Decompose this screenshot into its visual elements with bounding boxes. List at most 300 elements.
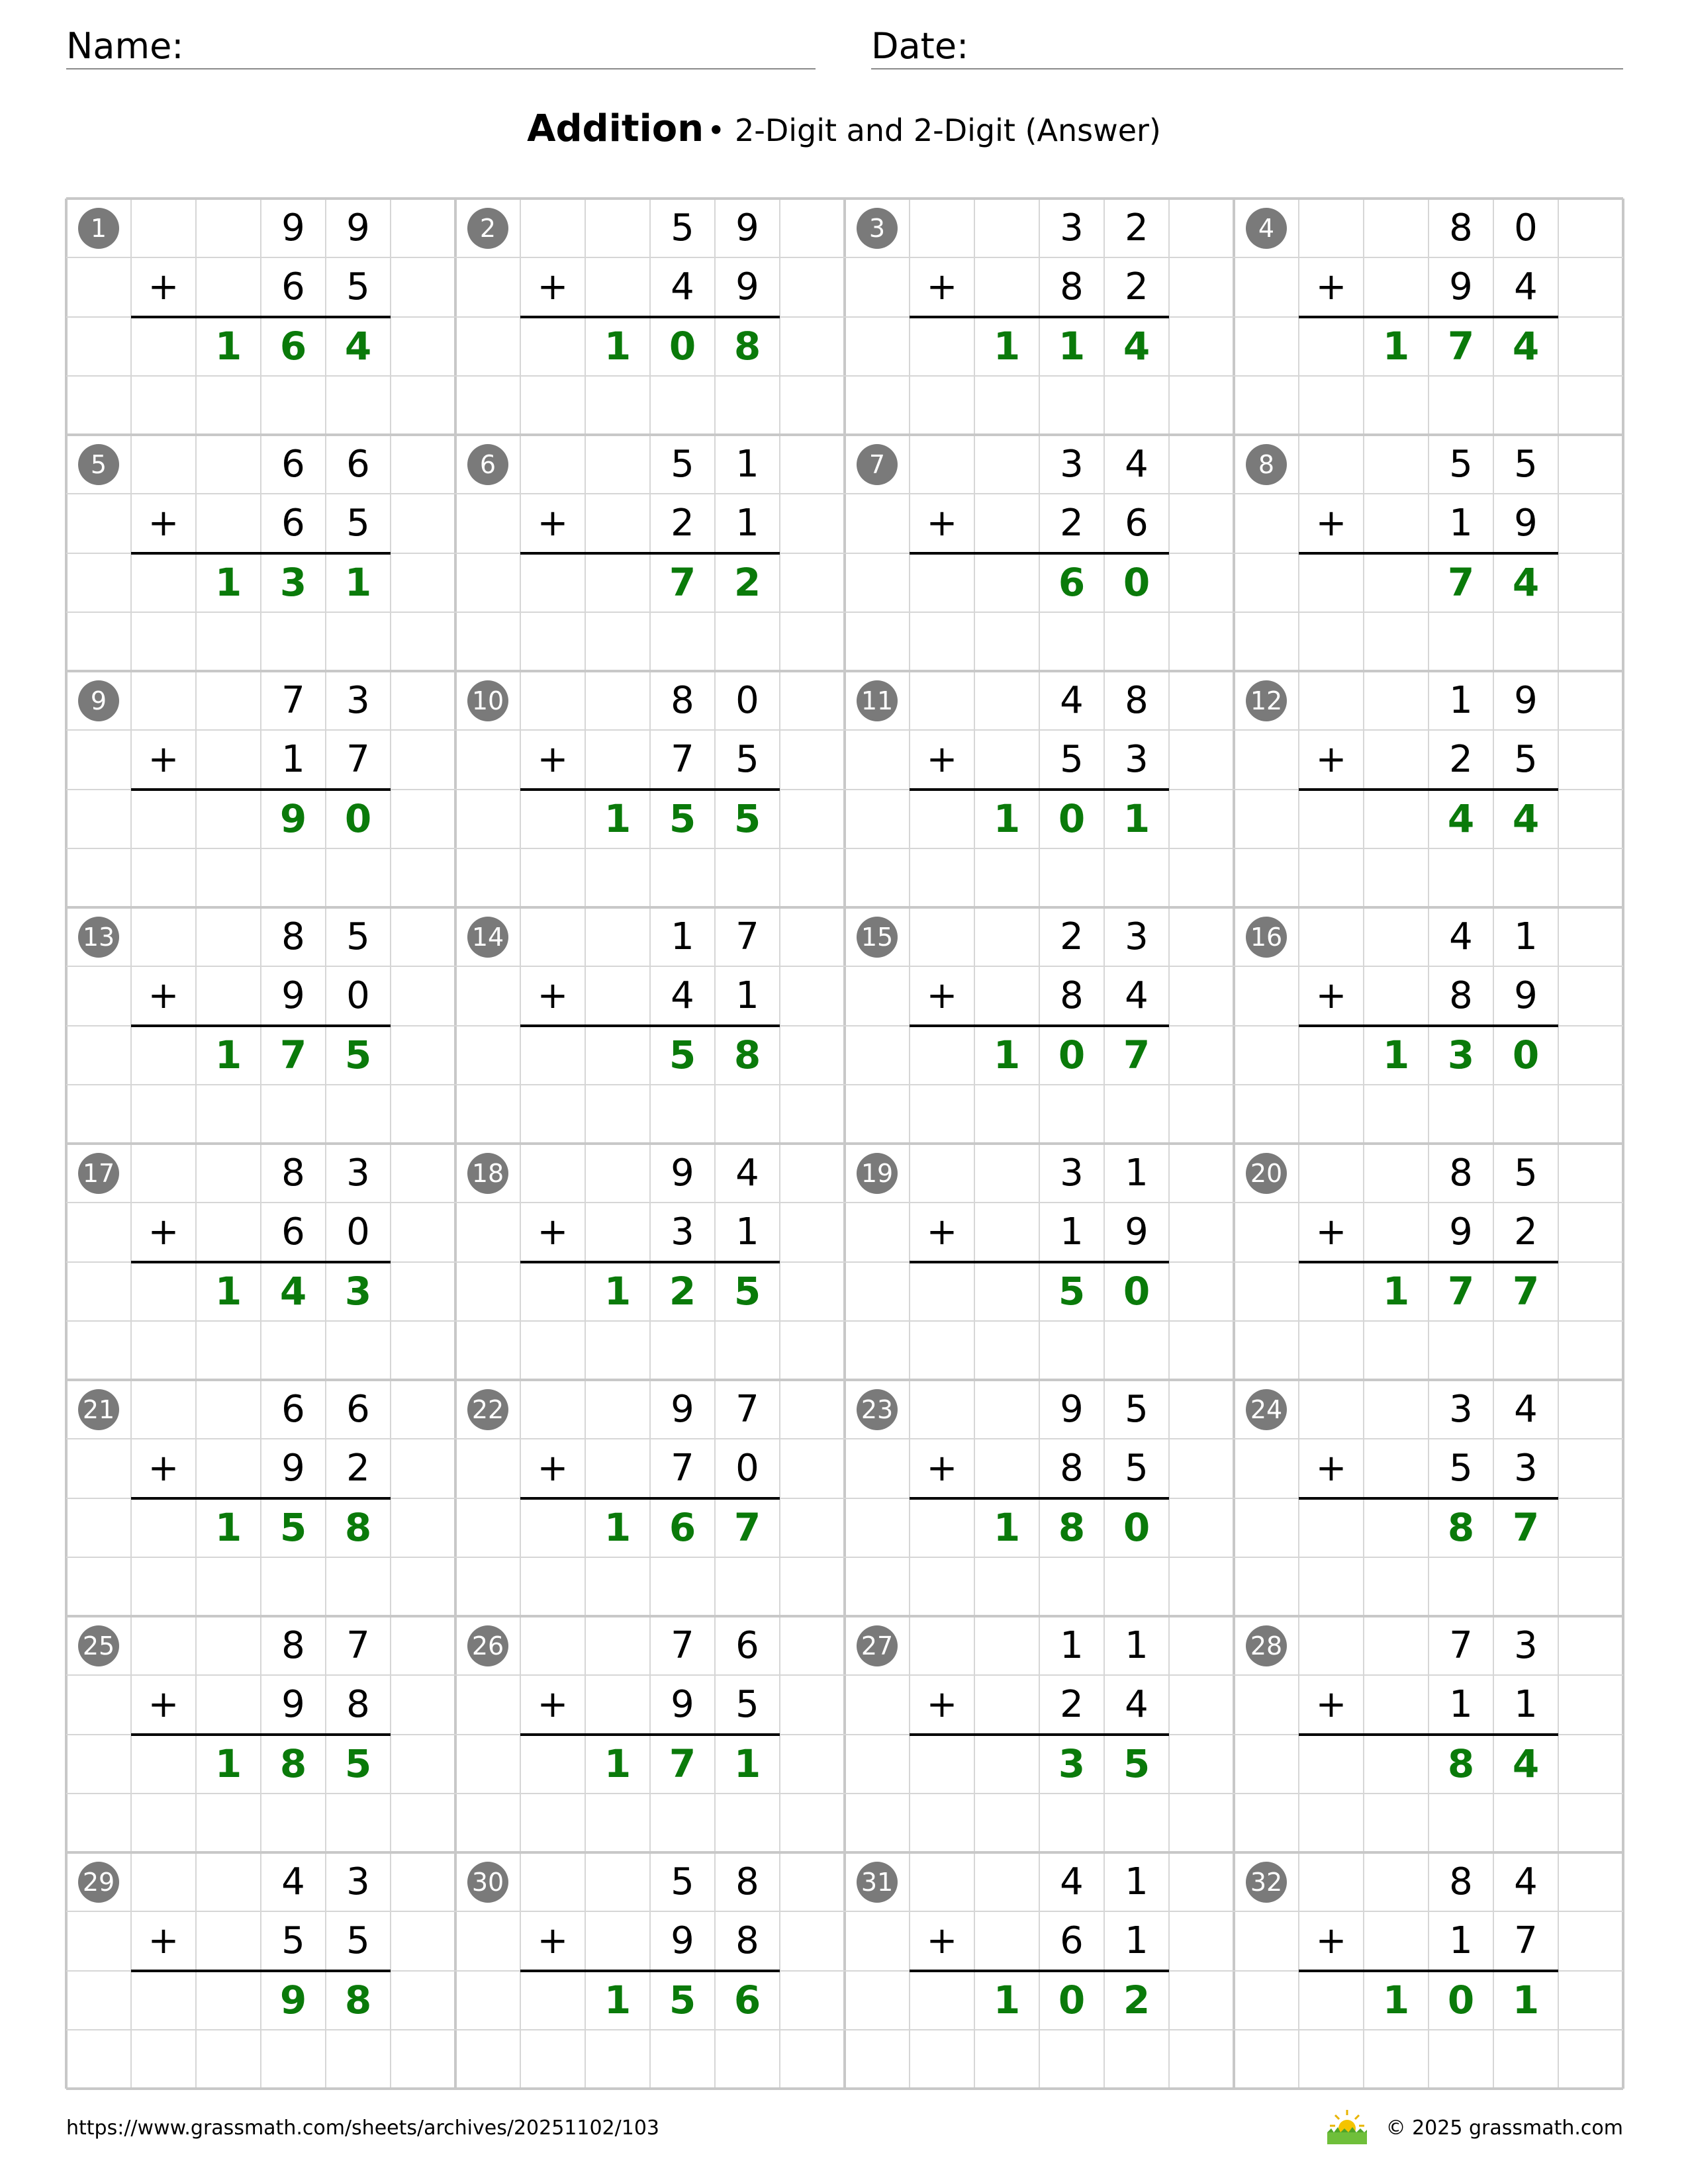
addend-top-digit: 8 [1449, 206, 1473, 250]
addend-bottom-digit: 9 [281, 1683, 305, 1727]
addend-top-digit: 7 [735, 915, 759, 958]
problem-number-badge: 16 [1246, 917, 1287, 958]
addend-bottom-digit: 6 [281, 265, 305, 309]
problem-number-badge: 3 [857, 208, 898, 249]
addend-bottom-digit: 3 [1125, 738, 1149, 782]
addend-top-digit: 8 [281, 915, 305, 958]
addend-top-digit: 5 [346, 915, 370, 958]
addend-bottom-digit: 1 [1125, 1919, 1149, 1963]
problem-block [1234, 199, 1623, 435]
addend-top-digit: 7 [281, 679, 305, 722]
addend-top-digit: 8 [735, 1860, 759, 1903]
problem-block [1234, 1852, 1623, 2089]
addend-bottom-digit: 7 [671, 1447, 694, 1490]
addend-bottom-digit: 4 [1125, 1683, 1149, 1727]
answer-digit: 3 [1058, 1741, 1086, 1786]
problem-number-badge: 20 [1246, 1153, 1287, 1194]
addend-bottom-digit: 8 [1060, 265, 1084, 309]
addend-bottom-digit: 9 [281, 974, 305, 1018]
addend-top-digit: 1 [1449, 679, 1473, 722]
addend-top-digit: 3 [1514, 1624, 1538, 1667]
answer-digit: 7 [669, 1741, 696, 1786]
plus-sign: + [148, 974, 179, 1018]
answer-digit: 8 [1447, 1504, 1475, 1550]
answer-digit: 5 [279, 1504, 307, 1550]
addend-bottom-digit: 5 [735, 738, 759, 782]
problem-block [66, 199, 455, 435]
addend-bottom-digit: 2 [346, 1447, 370, 1490]
answer-digit: 5 [1123, 1741, 1150, 1786]
problem-number-badge: 15 [857, 917, 898, 958]
problem-block [66, 1380, 455, 1616]
problem-block [1234, 1616, 1623, 1852]
answer-digit: 4 [1512, 1741, 1540, 1786]
answer-digit: 5 [733, 796, 761, 841]
addend-bottom-digit: 2 [1514, 1210, 1538, 1254]
addend-top-digit: 1 [671, 915, 694, 958]
addend-top-digit: 1 [1060, 1624, 1084, 1667]
answer-digit: 1 [214, 559, 242, 605]
addend-top-digit: 5 [1125, 1388, 1149, 1431]
answer-digit: 1 [214, 323, 242, 369]
date-label: Date: [871, 25, 969, 67]
addend-top-digit: 5 [671, 443, 694, 486]
answer-digit: 1 [604, 1741, 632, 1786]
addend-top-digit: 8 [671, 679, 694, 722]
problem-number-badge: 14 [467, 917, 508, 958]
problem-block [845, 1852, 1234, 2089]
answer-digit: 0 [1123, 559, 1150, 605]
worksheet-title [0, 106, 1688, 161]
problem-number-badge: 26 [467, 1625, 508, 1666]
answer-digit: 7 [1123, 1032, 1150, 1077]
addend-top-digit: 8 [281, 1152, 305, 1195]
addend-top-digit: 6 [346, 443, 370, 486]
addend-bottom-digit: 9 [281, 1447, 305, 1490]
addend-top-digit: 9 [1514, 679, 1538, 722]
addend-bottom-digit: 2 [1060, 502, 1084, 545]
addend-bottom-digit: 8 [346, 1683, 370, 1727]
addend-bottom-digit: 4 [671, 265, 694, 309]
addend-bottom-digit: 6 [1125, 502, 1149, 545]
answer-digit: 2 [669, 1268, 696, 1314]
answer-digit: 1 [1382, 323, 1410, 369]
answer-digit: 0 [1058, 796, 1086, 841]
problem-block [845, 1144, 1234, 1380]
plus-sign: + [537, 1919, 569, 1963]
addend-bottom-digit: 7 [671, 738, 694, 782]
addend-bottom-digit: 5 [281, 1919, 305, 1963]
problem-block [455, 1616, 845, 1852]
addend-bottom-digit: 5 [735, 1683, 759, 1727]
addend-bottom-digit: 5 [346, 502, 370, 545]
plus-sign: + [537, 974, 569, 1018]
problem-number-badge: 4 [1246, 208, 1287, 249]
answer-digit: 3 [279, 559, 307, 605]
answer-digit: 2 [1123, 1977, 1150, 2023]
answer-digit: 1 [1382, 1032, 1410, 1077]
answer-digit: 4 [1512, 559, 1540, 605]
plus-sign: + [537, 265, 569, 309]
problem-number-badge: 6 [467, 444, 508, 485]
addend-top-digit: 0 [1514, 206, 1538, 250]
addend-top-digit: 4 [735, 1152, 759, 1195]
answer-digit: 5 [733, 1268, 761, 1314]
addend-bottom-digit: 2 [1060, 1683, 1084, 1727]
answer-digit: 1 [604, 1977, 632, 2023]
addend-bottom-digit: 5 [346, 1919, 370, 1963]
addend-top-digit: 5 [1514, 443, 1538, 486]
addend-bottom-digit: 0 [346, 1210, 370, 1254]
date-line[interactable] [871, 68, 1623, 69]
problem-number-badge: 11 [857, 680, 898, 721]
addend-top-digit: 8 [1449, 1152, 1473, 1195]
answer-digit: 0 [669, 323, 696, 369]
plus-sign: + [537, 1683, 569, 1727]
problem-block [845, 435, 1234, 671]
plus-sign: + [148, 1919, 179, 1963]
answer-digit: 6 [733, 1977, 761, 2023]
addend-bottom-digit: 1 [1449, 1683, 1473, 1727]
addend-top-digit: 3 [1060, 443, 1084, 486]
addend-bottom-digit: 9 [1449, 265, 1473, 309]
title-subtitle: • 2-Digit and 2-Digit (Answer) [707, 113, 1161, 148]
addend-bottom-digit: 8 [1060, 1447, 1084, 1490]
plus-sign: + [537, 502, 569, 545]
addend-top-digit: 3 [1060, 1152, 1084, 1195]
answer-digit: 7 [1512, 1268, 1540, 1314]
addend-top-digit: 7 [735, 1388, 759, 1431]
plus-sign: + [926, 265, 958, 309]
addend-bottom-digit: 4 [671, 974, 694, 1018]
footer-url: https://www.grassmath.com/sheets/archives/20251102/103 [66, 2116, 660, 2140]
footer-copyright: © 2025 grassmath.com [1385, 2116, 1623, 2140]
addend-top-digit: 3 [1125, 915, 1149, 958]
problem-number-badge: 9 [78, 680, 119, 721]
problem-number-badge: 23 [857, 1389, 898, 1430]
plus-sign: + [1315, 502, 1347, 545]
answer-digit: 4 [1512, 323, 1540, 369]
answer-digit: 5 [344, 1741, 372, 1786]
problem-number-badge: 28 [1246, 1625, 1287, 1666]
answer-digit: 8 [733, 323, 761, 369]
addend-top-digit: 9 [1060, 1388, 1084, 1431]
answer-digit: 1 [604, 1504, 632, 1550]
plus-sign: + [1315, 1683, 1347, 1727]
plus-sign: + [926, 1919, 958, 1963]
addend-top-digit: 0 [735, 679, 759, 722]
answer-digit: 7 [279, 1032, 307, 1077]
problem-block [455, 907, 845, 1144]
addend-bottom-digit: 9 [735, 265, 759, 309]
addend-top-digit: 2 [1125, 206, 1149, 250]
plus-sign: + [1315, 265, 1347, 309]
problem-block [455, 1852, 845, 2089]
addend-top-digit: 9 [735, 206, 759, 250]
answer-digit: 8 [344, 1977, 372, 2023]
problem-block [66, 907, 455, 1144]
problem-block [1234, 1144, 1623, 1380]
answer-digit: 3 [1447, 1032, 1475, 1077]
addend-top-digit: 4 [1514, 1388, 1538, 1431]
answer-digit: 3 [344, 1268, 372, 1314]
answer-digit: 1 [733, 1741, 761, 1786]
answer-digit: 4 [1512, 796, 1540, 841]
addend-top-digit: 4 [1125, 443, 1149, 486]
problem-block [845, 1380, 1234, 1616]
problem-number-badge: 31 [857, 1862, 898, 1903]
problem-number-badge: 21 [78, 1389, 119, 1430]
addend-top-digit: 1 [1125, 1624, 1149, 1667]
answer-digit: 0 [344, 796, 372, 841]
plus-sign: + [148, 502, 179, 545]
answer-digit: 1 [604, 323, 632, 369]
plus-sign: + [148, 265, 179, 309]
addend-bottom-digit: 1 [281, 738, 305, 782]
plus-sign: + [1315, 738, 1347, 782]
problem-block [845, 199, 1234, 435]
addend-bottom-digit: 1 [735, 974, 759, 1018]
addend-bottom-digit: 3 [1514, 1447, 1538, 1490]
answer-digit: 1 [1058, 323, 1086, 369]
addend-bottom-digit: 4 [1125, 974, 1149, 1018]
problem-block [455, 671, 845, 907]
problem-number-badge: 32 [1246, 1862, 1287, 1903]
addend-bottom-digit: 5 [346, 265, 370, 309]
addend-bottom-digit: 7 [1514, 1919, 1538, 1963]
name-label: Name: [66, 25, 184, 67]
problem-block [845, 671, 1234, 907]
addend-top-digit: 9 [671, 1388, 694, 1431]
addend-bottom-digit: 1 [1449, 1919, 1473, 1963]
answer-digit: 5 [669, 1977, 696, 2023]
problem-block [66, 1144, 455, 1380]
name-line[interactable] [66, 68, 816, 69]
addend-top-digit: 1 [1514, 915, 1538, 958]
problem-block [455, 199, 845, 435]
addend-bottom-digit: 6 [281, 502, 305, 545]
plus-sign: + [148, 1210, 179, 1254]
answer-digit: 6 [1058, 559, 1086, 605]
addend-top-digit: 7 [346, 1624, 370, 1667]
addend-bottom-digit: 1 [1449, 502, 1473, 545]
answer-digit: 1 [604, 796, 632, 841]
answer-digit: 1 [214, 1032, 242, 1077]
answer-digit: 4 [279, 1268, 307, 1314]
addend-bottom-digit: 1 [735, 502, 759, 545]
plus-sign: + [537, 1447, 569, 1490]
addend-top-digit: 4 [1060, 1860, 1084, 1903]
problem-number-badge: 18 [467, 1153, 508, 1194]
problem-number-badge: 12 [1246, 680, 1287, 721]
answer-digit: 7 [1447, 323, 1475, 369]
problem-number-badge: 10 [467, 680, 508, 721]
answer-digit: 0 [1123, 1268, 1150, 1314]
problem-block [66, 435, 455, 671]
addend-top-digit: 1 [1125, 1860, 1149, 1903]
answer-digit: 7 [669, 559, 696, 605]
problem-number-badge: 19 [857, 1153, 898, 1194]
problem-number-badge: 8 [1246, 444, 1287, 485]
plus-sign: + [926, 1210, 958, 1254]
addend-bottom-digit: 5 [1514, 738, 1538, 782]
addend-top-digit: 1 [1125, 1152, 1149, 1195]
answer-digit: 5 [669, 796, 696, 841]
problem-number-badge: 2 [467, 208, 508, 249]
answer-digit: 1 [1382, 1977, 1410, 2023]
answer-digit: 0 [1123, 1504, 1150, 1550]
addend-bottom-digit: 9 [671, 1683, 694, 1727]
addend-top-digit: 6 [346, 1388, 370, 1431]
addend-top-digit: 6 [735, 1624, 759, 1667]
addend-bottom-digit: 9 [1514, 502, 1538, 545]
answer-digit: 1 [1512, 1977, 1540, 2023]
answer-digit: 8 [1058, 1504, 1086, 1550]
addend-top-digit: 8 [1449, 1860, 1473, 1903]
plus-sign: + [537, 1210, 569, 1254]
addend-bottom-digit: 5 [1060, 738, 1084, 782]
addend-top-digit: 3 [346, 1860, 370, 1903]
answer-digit: 1 [214, 1741, 242, 1786]
addend-top-digit: 1 [735, 443, 759, 486]
addend-top-digit: 3 [346, 1152, 370, 1195]
addend-bottom-digit: 4 [1514, 265, 1538, 309]
plus-sign: + [148, 738, 179, 782]
addend-bottom-digit: 9 [1514, 974, 1538, 1018]
answer-digit: 1 [214, 1504, 242, 1550]
problem-number-badge: 13 [78, 917, 119, 958]
answer-digit: 2 [733, 559, 761, 605]
addend-top-digit: 3 [1449, 1388, 1473, 1431]
addend-bottom-digit: 8 [735, 1919, 759, 1963]
problem-number-badge: 5 [78, 444, 119, 485]
answer-digit: 7 [1447, 1268, 1475, 1314]
plus-sign: + [926, 502, 958, 545]
problem-block [1234, 435, 1623, 671]
title-main: Addition [527, 107, 704, 150]
problem-number-badge: 1 [78, 208, 119, 249]
answer-digit: 4 [1447, 796, 1475, 841]
answer-digit: 1 [214, 1268, 242, 1314]
addend-top-digit: 4 [1060, 679, 1084, 722]
addend-top-digit: 9 [346, 206, 370, 250]
addend-bottom-digit: 7 [346, 738, 370, 782]
answer-digit: 8 [733, 1032, 761, 1077]
problem-block [1234, 671, 1623, 907]
problem-block [66, 1616, 455, 1852]
addend-top-digit: 8 [1125, 679, 1149, 722]
answer-digit: 1 [993, 1977, 1021, 2023]
problem-number-badge: 25 [78, 1625, 119, 1666]
addend-top-digit: 7 [671, 1624, 694, 1667]
answer-digit: 6 [279, 323, 307, 369]
answer-digit: 7 [733, 1504, 761, 1550]
plus-sign: + [926, 974, 958, 1018]
addend-top-digit: 4 [1449, 915, 1473, 958]
addend-top-digit: 9 [281, 206, 305, 250]
addend-bottom-digit: 3 [671, 1210, 694, 1254]
addend-bottom-digit: 9 [1449, 1210, 1473, 1254]
addend-bottom-digit: 8 [1060, 974, 1084, 1018]
problem-grid [66, 199, 1623, 2089]
answer-digit: 0 [1447, 1977, 1475, 2023]
addend-bottom-digit: 2 [1449, 738, 1473, 782]
addend-bottom-digit: 1 [1060, 1210, 1084, 1254]
problem-block [455, 1380, 845, 1616]
addend-bottom-digit: 2 [671, 502, 694, 545]
plus-sign: + [148, 1683, 179, 1727]
addend-bottom-digit: 9 [1125, 1210, 1149, 1254]
answer-digit: 0 [1512, 1032, 1540, 1077]
addend-top-digit: 3 [346, 679, 370, 722]
addend-top-digit: 9 [671, 1152, 694, 1195]
problem-block [845, 907, 1234, 1144]
plus-sign: + [1315, 1447, 1347, 1490]
addend-top-digit: 2 [1060, 915, 1084, 958]
addend-bottom-digit: 2 [1125, 265, 1149, 309]
addend-top-digit: 7 [1449, 1624, 1473, 1667]
answer-digit: 8 [344, 1504, 372, 1550]
answer-digit: 1 [993, 1504, 1021, 1550]
addend-top-digit: 5 [671, 206, 694, 250]
plus-sign: + [537, 738, 569, 782]
addend-top-digit: 3 [1060, 206, 1084, 250]
answer-digit: 4 [344, 323, 372, 369]
answer-digit: 5 [1058, 1268, 1086, 1314]
plus-sign: + [926, 1683, 958, 1727]
problem-block [455, 435, 845, 671]
plus-sign: + [1315, 1919, 1347, 1963]
answer-digit: 9 [279, 1977, 307, 2023]
problem-number-badge: 17 [78, 1153, 119, 1194]
problem-block [1234, 1380, 1623, 1616]
answer-digit: 1 [1123, 796, 1150, 841]
answer-digit: 1 [604, 1268, 632, 1314]
answer-digit: 1 [993, 323, 1021, 369]
answer-digit: 1 [993, 1032, 1021, 1077]
answer-digit: 1 [1382, 1268, 1410, 1314]
addend-bottom-digit: 6 [281, 1210, 305, 1254]
answer-digit: 8 [1447, 1741, 1475, 1786]
addend-bottom-digit: 5 [1125, 1447, 1149, 1490]
addend-bottom-digit: 1 [735, 1210, 759, 1254]
answer-digit: 8 [279, 1741, 307, 1786]
answer-digit: 5 [344, 1032, 372, 1077]
addend-top-digit: 4 [281, 1860, 305, 1903]
problem-number-badge: 22 [467, 1389, 508, 1430]
addend-top-digit: 5 [671, 1860, 694, 1903]
problem-number-badge: 30 [467, 1862, 508, 1903]
addend-bottom-digit: 9 [671, 1919, 694, 1963]
answer-digit: 6 [669, 1504, 696, 1550]
addend-top-digit: 6 [281, 1388, 305, 1431]
answer-digit: 7 [1512, 1504, 1540, 1550]
plus-sign: + [926, 738, 958, 782]
problem-number-badge: 27 [857, 1625, 898, 1666]
addend-bottom-digit: 8 [1449, 974, 1473, 1018]
addend-top-digit: 4 [1514, 1860, 1538, 1903]
addend-top-digit: 8 [281, 1624, 305, 1667]
addend-top-digit: 5 [1514, 1152, 1538, 1195]
addend-bottom-digit: 0 [735, 1447, 759, 1490]
answer-digit: 1 [344, 559, 372, 605]
addend-bottom-digit: 6 [1060, 1919, 1084, 1963]
problem-number-badge: 24 [1246, 1389, 1287, 1430]
plus-sign: + [1315, 974, 1347, 1018]
problem-number-badge: 29 [78, 1862, 119, 1903]
problem-number-badge: 7 [857, 444, 898, 485]
answer-digit: 9 [279, 796, 307, 841]
